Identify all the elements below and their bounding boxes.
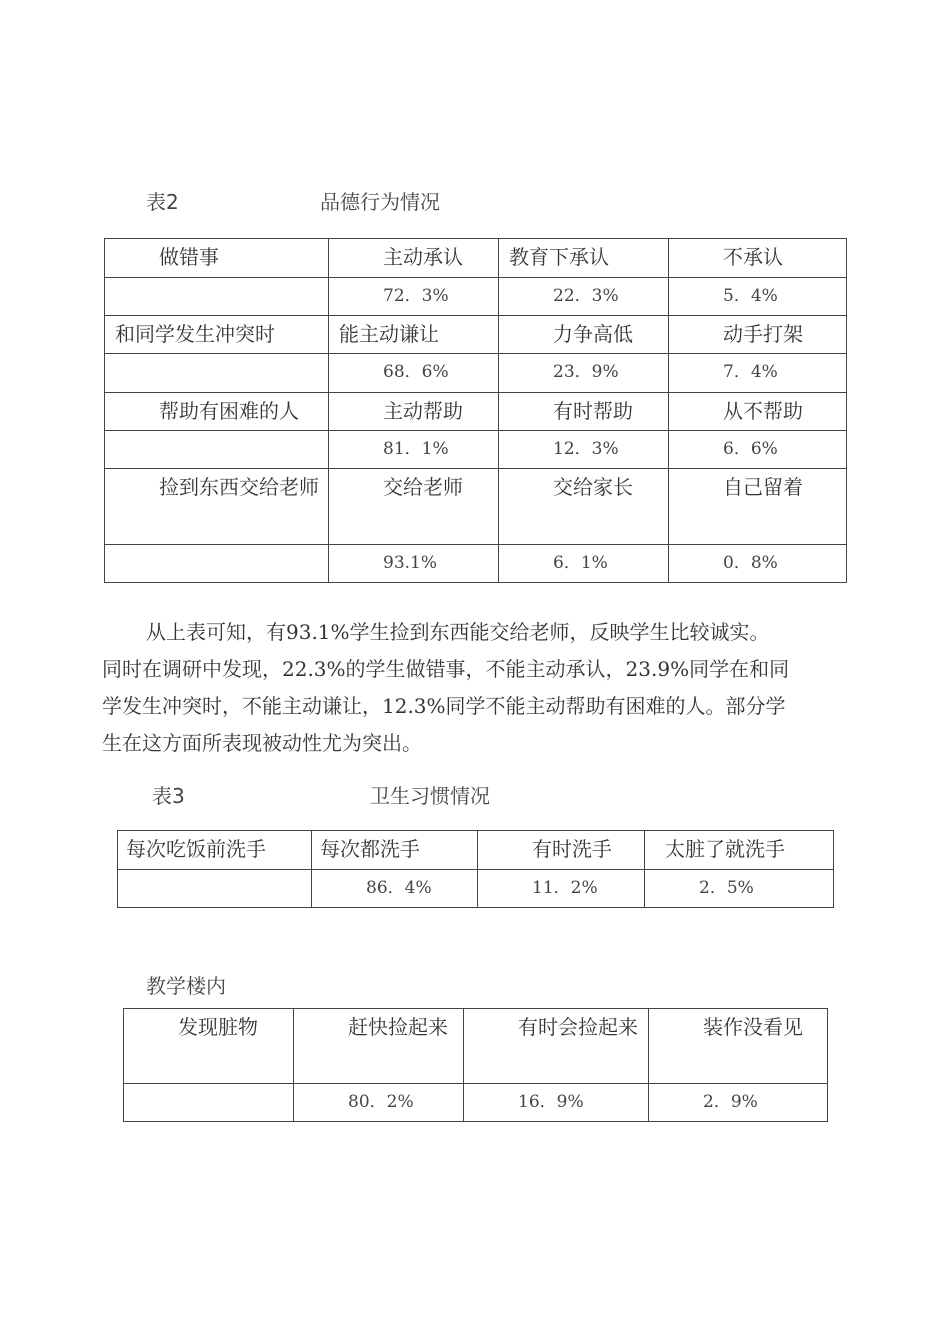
table-cell: 交给家长 — [499, 469, 669, 545]
table-cell: 自己留着 — [669, 469, 847, 545]
table-row — [118, 870, 834, 908]
table-cell: 每次都洗手 — [312, 831, 478, 870]
table-cell: 93.1% — [329, 545, 499, 583]
paragraph-line-2: 同时在调研中发现，22.3%的学生做错事，不能主动承认，23.9%同学在和同 — [102, 657, 790, 681]
table-cell — [105, 431, 329, 469]
table-cell: 72．3% — [329, 278, 499, 316]
table-row — [105, 393, 847, 431]
table-cell: 和同学发生冲突时 — [105, 316, 329, 354]
table-cell: 6．6% — [669, 431, 847, 469]
table-row — [105, 545, 847, 583]
table-cell: 力争高低 — [499, 316, 669, 354]
table-cell: 交给老师 — [329, 469, 499, 545]
table-cell: 帮助有困难的人 — [105, 393, 329, 431]
table-cell — [118, 870, 312, 908]
table3-label: 表3 — [152, 784, 185, 808]
table-cell: 80．2% — [294, 1084, 464, 1122]
table2 — [104, 238, 847, 583]
table-cell: 11．2% — [478, 870, 645, 908]
table-cell: 86．4% — [312, 870, 478, 908]
table-cell: 装作没看见 — [649, 1009, 828, 1084]
table-cell: 有时帮助 — [499, 393, 669, 431]
table-row — [124, 1009, 828, 1084]
table-cell: 做错事 — [105, 239, 329, 278]
table-cell: 有时会捡起来 — [464, 1009, 649, 1084]
table-cell: 7．4% — [669, 354, 847, 393]
table-cell: 从不帮助 — [669, 393, 847, 431]
table-row — [124, 1084, 828, 1122]
table4 — [123, 1008, 828, 1122]
table-row — [105, 431, 847, 469]
table3-title: 卫生习惯情况 — [370, 784, 490, 808]
table-cell: 68．6% — [329, 354, 499, 393]
paragraph-line-3: 学发生冲突时，不能主动谦让，12.3%同学不能主动帮助有困难的人。部分学 — [102, 694, 786, 718]
table-cell: 22．3% — [499, 278, 669, 316]
table-cell: 捡到东西交给老师 — [105, 469, 329, 545]
table2-label: 表2 — [146, 190, 179, 214]
table-cell: 5．4% — [669, 278, 847, 316]
table-cell — [105, 354, 329, 393]
table-cell: 有时洗手 — [478, 831, 645, 870]
table-cell — [105, 545, 329, 583]
table3 — [117, 830, 834, 908]
table-cell: 发现脏物 — [124, 1009, 294, 1084]
table-cell: 23．9% — [499, 354, 669, 393]
table-row — [105, 469, 847, 545]
table-cell: 2．5% — [645, 870, 834, 908]
paragraph-line-4: 生在这方面所表现被动性尤为突出。 — [102, 731, 422, 755]
table-cell: 16．9% — [464, 1084, 649, 1122]
table-row — [105, 354, 847, 393]
table-cell: 6．1% — [499, 545, 669, 583]
table-row — [118, 831, 834, 870]
table-cell: 能主动谦让 — [329, 316, 499, 354]
table-cell: 赶快捡起来 — [294, 1009, 464, 1084]
table-cell: 2．9% — [649, 1084, 828, 1122]
paragraph-line-1: 从上表可知，有93.1%学生捡到东西能交给老师，反映学生比较诚实。 — [146, 620, 770, 644]
table-cell: 12．3% — [499, 431, 669, 469]
table-row — [105, 239, 847, 278]
table-cell: 81．1% — [329, 431, 499, 469]
table-cell: 主动帮助 — [329, 393, 499, 431]
table2-title: 品德行为情况 — [320, 190, 440, 214]
table-cell — [105, 278, 329, 316]
table-cell: 0．8% — [669, 545, 847, 583]
table-row — [105, 278, 847, 316]
table-cell: 每次吃饭前洗手 — [118, 831, 312, 870]
table-cell: 不承认 — [669, 239, 847, 278]
table-row — [105, 316, 847, 354]
table-cell — [124, 1084, 294, 1122]
table4-label: 教学楼内 — [146, 974, 226, 998]
table-cell: 主动承认 — [329, 239, 499, 278]
table-cell: 动手打架 — [669, 316, 847, 354]
table-cell: 教育下承认 — [499, 239, 669, 278]
table-cell: 太脏了就洗手 — [645, 831, 834, 870]
